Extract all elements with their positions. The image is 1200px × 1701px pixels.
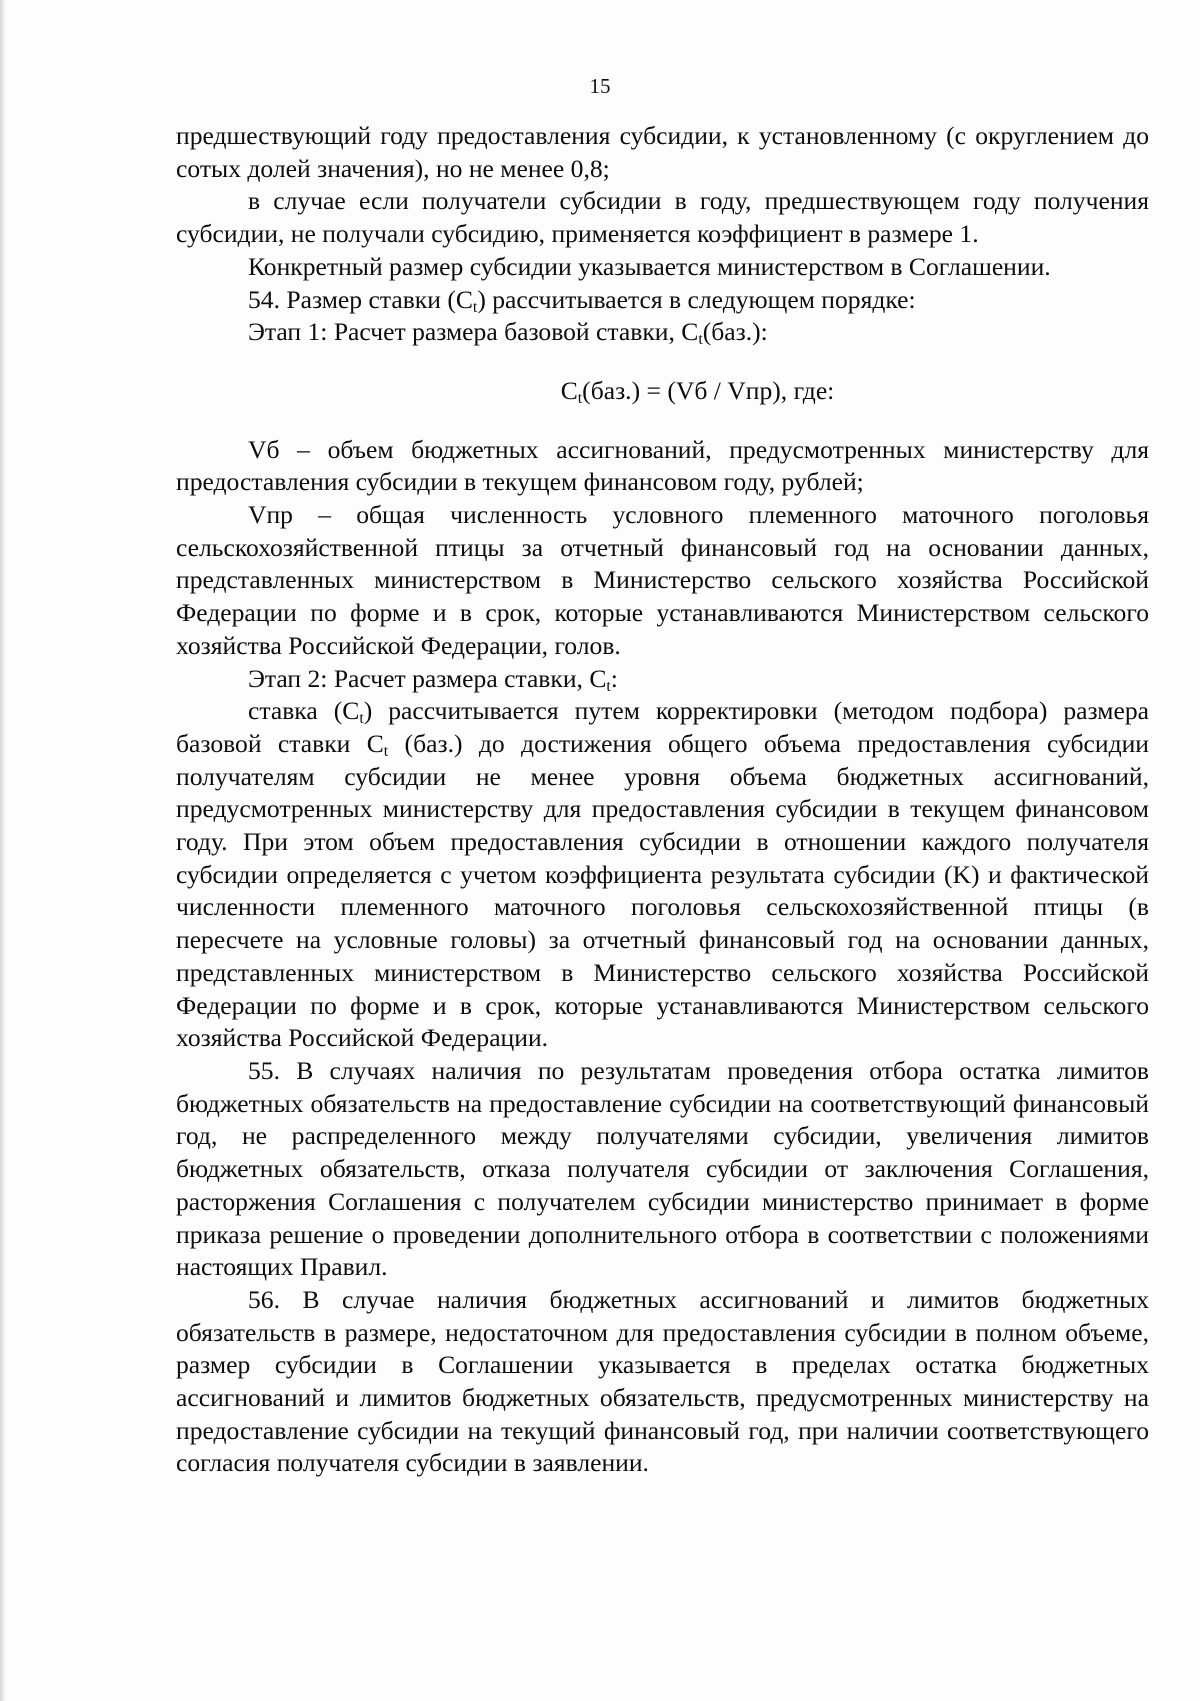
- paragraph: [176, 1284, 1149, 1480]
- paragraph: [176, 120, 1149, 185]
- text-run: предшествующий году предоставления субсидии, к установленному (с округлением до сотых долей значения), но не менее 0,8;: [176, 121, 1149, 183]
- text-run: Этап 2: Расчет размера ставки, C: [248, 663, 607, 693]
- text-run: (баз.) = (Vб / Vпр), где:: [582, 375, 835, 405]
- text-run: Vб – объем бюджетных ассигнований, предусмотренных министерству для предоставления субсидии в текущем финансовом году, рублей;: [176, 434, 1149, 497]
- text-run: (баз.) до достижения общего объема предоставления субсидии получателям субсидии не менее уровня объема бюджетных ассигнований, предусмотренных министерству для предоставления субсидии в текущем финансовом году. При этом объем предоставления субсидии в отношении каждого получателя субсидии определяется с учетом коэффициента результата субсидии (K) и фактической численности племенного маточного поголовья сельскохозяйственной птицы (в пересчете на условные головы) за отчетный финансовый год на основании данных, представленных министерством в Министерство сельского хозяйства Российской Федерации по форме и в срок, которые устанавливаются Министерством сельского хозяйства Российской Федерации.: [176, 728, 1149, 1053]
- subscript: t: [359, 710, 364, 728]
- text-run: Этап 1: Расчет размера базовой ставки, C: [248, 317, 699, 347]
- paragraph: [176, 251, 1149, 284]
- subscript: t: [606, 677, 611, 695]
- text-run: (баз.):: [702, 317, 768, 347]
- text-run: в случае если получатели субсидии в году, предшествующем году получения субсидии, не получали субсидию, применяется коэффициент в размере 1.: [176, 186, 1149, 249]
- text-run: 56. В случае наличия бюджетных ассигнований и лимитов бюджетных обязательств в размере, недостаточном для предоставления субсидии в полном объеме, размер субсидии в Соглашении указывается в пределах остатка бюджетных ассигнований и лимитов бюджетных обязательств, предусмотренных министерству на предоставление субсидии на текущий финансовый год, при наличии соответствующего согласия получателя субсидии в заявлении.: [176, 1284, 1149, 1478]
- text-run: Vпр – общая численность условного племенного маточного поголовья сельскохозяйственной птицы за отчетный финансовый год на основании данных, представленных министерством в Министерство сельского хозяйства Российской Федерации по форме и в срок, которые устанавливаются Министерством сельского хозяйства Российской Федерации, голов.: [176, 500, 1149, 660]
- formula-line: [176, 375, 1149, 408]
- page-number: 15: [589, 74, 611, 98]
- subscript: t: [577, 389, 583, 407]
- paragraph: [176, 499, 1149, 663]
- paragraph: [176, 1055, 1149, 1284]
- text-run: ставка (C: [248, 696, 360, 726]
- text-run: C: [560, 375, 578, 405]
- paragraph: [176, 663, 1149, 696]
- subscript: t: [472, 298, 478, 316]
- paragraph: [176, 316, 1149, 349]
- document-body: [176, 120, 1149, 1480]
- text-run: :: [610, 663, 618, 693]
- paragraph: [176, 434, 1149, 499]
- text-run: 55. В случаях наличия по результатам проведения отбора остатка лимитов бюджетных обязательств на предоставление субсидии на соответствующий финансовый год, не распределенного между получателями субсидии, увеличения лимитов бюджетных обязательств, отказа получателя субсидии от заключения Соглашения, расторжения Соглашения с получателем субсидии министерство принимает в форме приказа решение о проведении дополнительного отбора в соответствии с положениями настоящих Правил.: [176, 1055, 1149, 1282]
- paragraph: [176, 695, 1149, 1055]
- scan-edge-shadow: [0, 0, 6, 1701]
- text-run: ) рассчитывается путем корректировки (методом подбора) размера базовой ставки C: [176, 696, 1149, 758]
- text-run: Конкретный размер субсидии указывается министерством в Соглашении.: [248, 251, 1051, 281]
- paragraph: [176, 284, 1149, 317]
- text-run: ) рассчитывается в следующем порядке:: [477, 284, 916, 314]
- subscript: t: [698, 331, 703, 349]
- subscript: t: [383, 742, 389, 760]
- text-run: 54. Размер ставки (C: [248, 284, 473, 314]
- paragraph: [176, 185, 1149, 250]
